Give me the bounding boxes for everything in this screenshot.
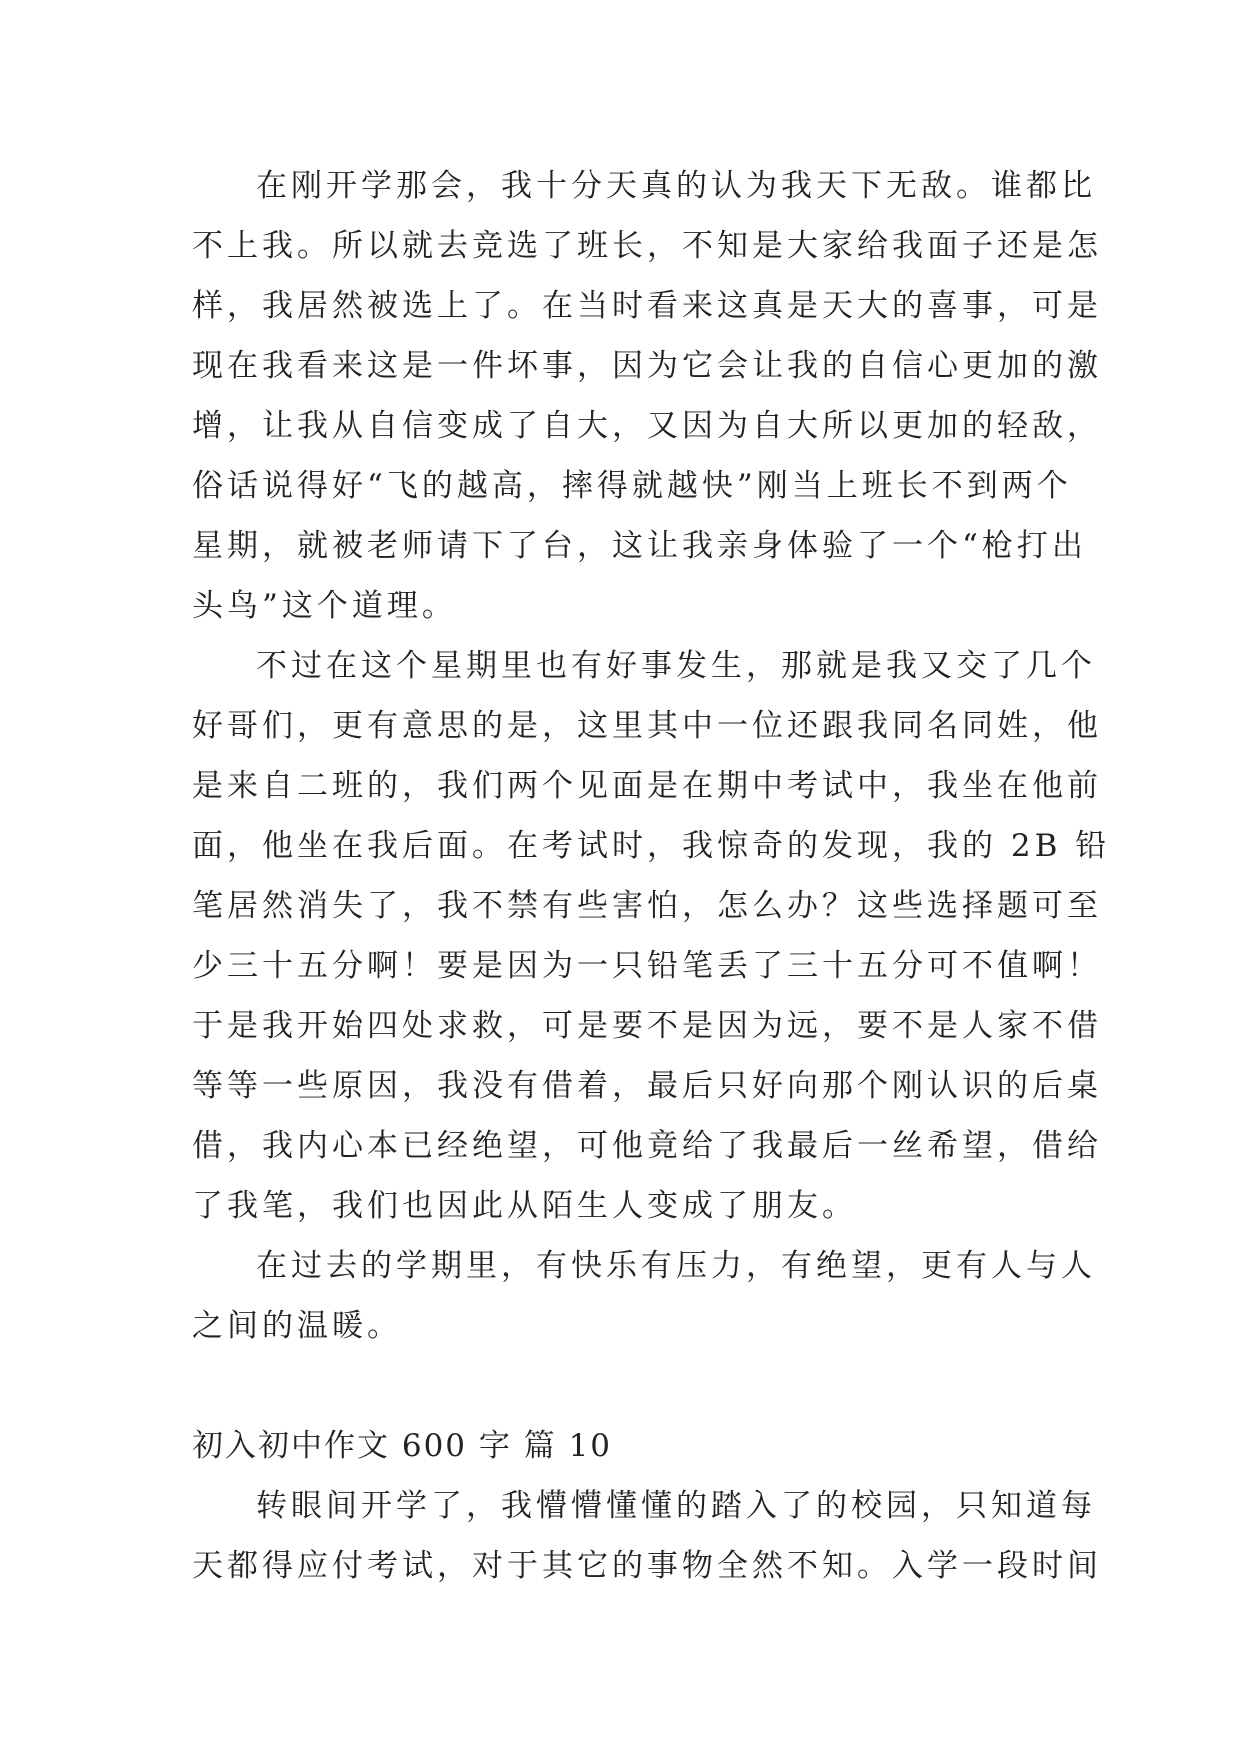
text-line: 于是我开始四处求救，可是要不是因为远，要不是人家不借: [192, 1008, 1102, 1044]
text-line: 样，我居然被选上了。在当时看来这真是天大的喜事，可是: [192, 288, 1102, 324]
text-line: 星期，就被老师请下了台，这让我亲身体验了一个“枪打出: [192, 528, 1087, 564]
text-line: 不过在这个星期里也有好事发生，那就是我又交了几个: [256, 648, 1096, 684]
text-line: 在刚开学那会，我十分天真的认为我天下无敌。谁都比: [256, 168, 1096, 204]
text-line: 不上我。所以就去竞选了班长，不知是大家给我面子还是怎: [192, 228, 1102, 264]
section-heading: 初入初中作文 600 字 篇 10: [192, 1428, 613, 1464]
text-line: 等等一些原因，我没有借着，最后只好向那个刚认识的后桌: [192, 1068, 1102, 1104]
paragraph: [192, 636, 1111, 1236]
text-line: 借，我内心本已经绝望，可他竟给了我最后一丝希望，借给: [192, 1128, 1102, 1164]
text-line: 增，让我从自信变成了自大，又因为自大所以更加的轻敌，: [192, 408, 1102, 444]
text-line: 面，他坐在我后面。在考试时，我惊奇的发现，我的 2B 铅: [192, 828, 1111, 864]
text-line: 头鸟”这个道理。: [192, 588, 457, 624]
paragraph: [192, 156, 1102, 636]
paragraph: [192, 1236, 1096, 1356]
text-line: 是来自二班的，我们两个见面是在期中考试中，我坐在他前: [192, 768, 1102, 804]
text-line: 在过去的学期里，有快乐有压力，有绝望，更有人与人: [256, 1248, 1096, 1284]
document-body: [192, 156, 1111, 1596]
text-line: 之间的温暖。: [192, 1308, 402, 1344]
paragraph: [192, 1476, 1102, 1596]
text-line: 天都得应付考试，对于其它的事物全然不知。入学一段时间: [192, 1548, 1102, 1584]
text-line: 笔居然消失了，我不禁有些害怕，怎么办？这些选择题可至: [192, 888, 1102, 924]
text-line: 好哥们，更有意思的是，这里其中一位还跟我同名同姓，他: [192, 708, 1102, 744]
text-line: 现在我看来这是一件坏事，因为它会让我的自信心更加的激: [192, 348, 1102, 384]
text-line: 少三十五分啊！要是因为一只铅笔丢了三十五分可不值啊！: [192, 948, 1102, 984]
text-line: 了我笔，我们也因此从陌生人变成了朋友。: [192, 1188, 857, 1224]
text-line: 俗话说得好“飞的越高，摔得就越快”刚当上班长不到两个: [192, 468, 1072, 504]
text-line: 转眼间开学了，我懵懵懂懂的踏入了的校园，只知道每: [256, 1488, 1096, 1524]
blank-line: [192, 1356, 1060, 1416]
